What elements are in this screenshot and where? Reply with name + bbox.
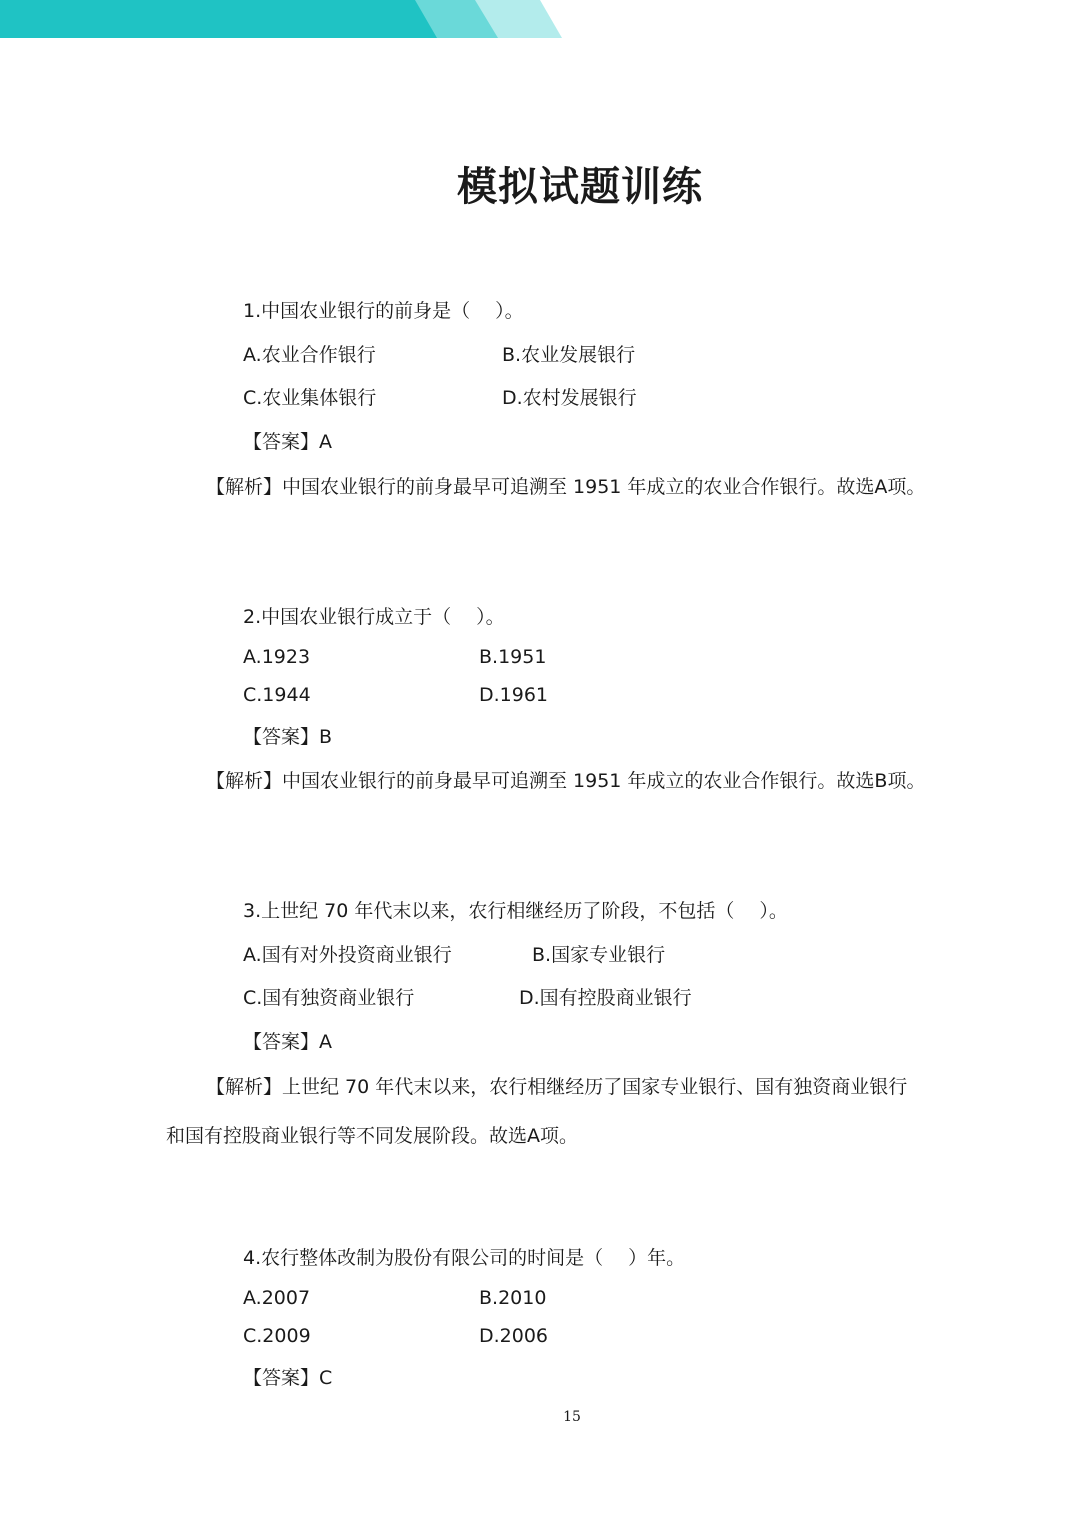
question-4-option-a: A.2007 (243, 1287, 311, 1309)
question-1-answer: 【答案】A (243, 431, 332, 453)
page-title: 模拟试题训练 (457, 164, 703, 210)
question-2-option-c: C.1944 (243, 684, 311, 706)
header-band-dark (0, 0, 437, 38)
header-decoration (0, 0, 1080, 38)
question-1-stem: 1.中国农业银行的前身是（ ）。 (243, 300, 524, 322)
question-3-answer: 【答案】A (243, 1031, 332, 1053)
question-2-option-a: A.1923 (243, 646, 311, 668)
question-1-option-d: D.农村发展银行 (502, 387, 637, 409)
question-3-option-a: A.国有对外投资商业银行 (243, 944, 452, 966)
question-2-stem: 2.中国农业银行成立于（ ）。 (243, 606, 505, 628)
question-4-option-d: D.2006 (479, 1325, 549, 1347)
question-1-analysis: 【解析】中国农业银行的前身最早可追溯至 1951 年成立的农业合作银行。故选A项。 (206, 476, 926, 498)
question-3-stem: 3.上世纪 70 年代末以来，农行相继经历了阶段，不包括（ ）。 (243, 900, 788, 922)
question-2-option-b: B.1951 (479, 646, 547, 668)
question-3-option-c: C.国有独资商业银行 (243, 987, 415, 1009)
question-4-option-b: B.2010 (479, 1287, 547, 1309)
question-4-option-c: C.2009 (243, 1325, 311, 1347)
question-3-option-d: D.国有控股商业银行 (519, 987, 692, 1009)
question-3-option-b: B.国家专业银行 (532, 944, 666, 966)
question-1-option-a: A.农业合作银行 (243, 344, 376, 366)
question-3-analysis-line-2: 和国有控股商业银行等不同发展阶段。故选A项。 (166, 1125, 578, 1147)
question-2-analysis: 【解析】中国农业银行的前身最早可追溯至 1951 年成立的农业合作银行。故选B项。 (206, 770, 926, 792)
question-1-option-b: B.农业发展银行 (502, 344, 636, 366)
question-1-option-c: C.农业集体银行 (243, 387, 377, 409)
question-2-option-d: D.1961 (479, 684, 549, 706)
question-4-stem: 4.农行整体改制为股份有限公司的时间是（ ）年。 (243, 1247, 686, 1269)
question-4-answer: 【答案】C (243, 1367, 333, 1389)
question-3-analysis-line-1: 【解析】上世纪 70 年代末以来，农行相继经历了国家专业银行、国有独资商业银行 (206, 1076, 908, 1098)
question-2-answer: 【答案】B (243, 726, 333, 748)
page-number: 15 (563, 1409, 581, 1425)
